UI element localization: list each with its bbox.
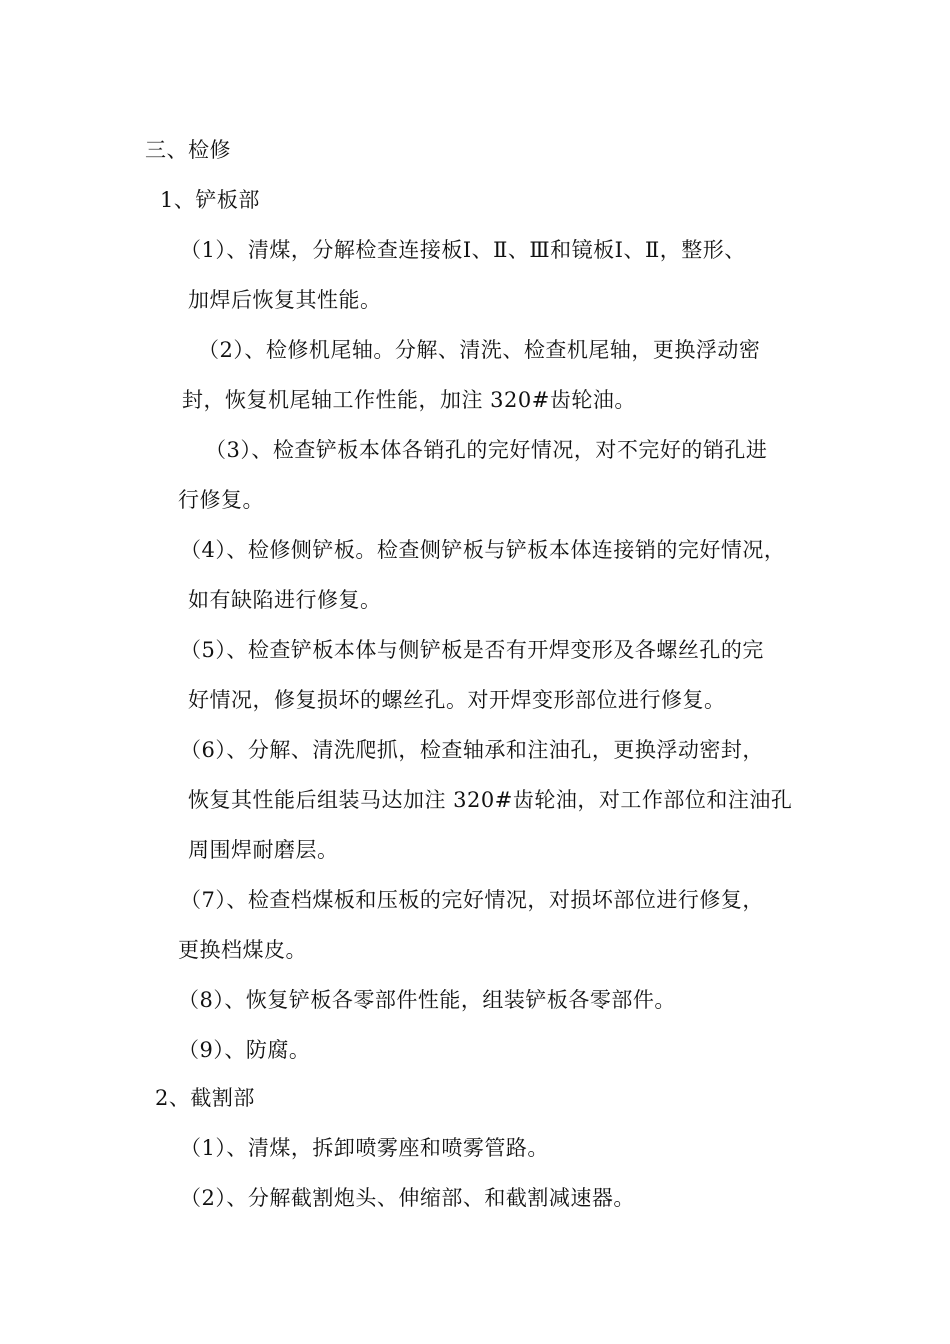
paragraph-line: （2）、分解截割炮头、伸缩部、和截割减速器。 (180, 1186, 635, 1210)
paragraph-line: （1）、清煤，拆卸喷雾座和喷雾管路。 (180, 1136, 549, 1160)
paragraph-line: （2）、检修机尾轴。分解、清洗、检查机尾轴，更换浮动密 (198, 338, 761, 362)
paragraph-line: （3）、检查铲板本体各销孔的完好情况，对不完好的销孔进 (205, 438, 768, 462)
paragraph-line: （4）、检修侧铲板。检查侧铲板与铲板本体连接销的完好情况， (180, 538, 786, 562)
paragraph-line: 好情况，修复损坏的螺丝孔。对开焊变形部位进行修复。 (188, 688, 726, 712)
paragraph-line: 周围焊耐磨层。 (188, 838, 339, 862)
paragraph-line: （6）、分解、清洗爬抓，检查轴承和注油孔，更换浮动密封， (180, 738, 764, 762)
paragraph-line: （9）、防腐。 (178, 1038, 311, 1062)
subsection-heading-cutting: 2、截割部 (155, 1086, 255, 1110)
paragraph-line: 恢复其性能后组装马达加注 320#齿轮油，对工作部位和注油孔 (188, 788, 793, 812)
paragraph-line: （1）、清煤，分解检查连接板Ⅰ、Ⅱ、Ⅲ和镜板Ⅰ、Ⅱ，整形、 (180, 238, 746, 262)
paragraph-line: 封，恢复机尾轴工作性能，加注 320#齿轮油。 (182, 388, 636, 412)
subsection-heading-shovel: 1、铲板部 (160, 188, 260, 212)
paragraph-line: （8）、恢复铲板各零部件性能，组装铲板各零部件。 (178, 988, 676, 1012)
paragraph-line: （5）、检查铲板本体与侧铲板是否有开焊变形及各螺丝孔的完 (180, 638, 764, 662)
paragraph-line: 加焊后恢复其性能。 (188, 288, 382, 312)
section-title: 三、检修 (145, 138, 231, 162)
paragraph-line: 行修复。 (178, 488, 264, 512)
paragraph-line: （7）、检查档煤板和压板的完好情况，对损坏部位进行修复， (180, 888, 764, 912)
paragraph-line: 更换档煤皮。 (178, 938, 307, 962)
paragraph-line: 如有缺陷进行修复。 (188, 588, 382, 612)
